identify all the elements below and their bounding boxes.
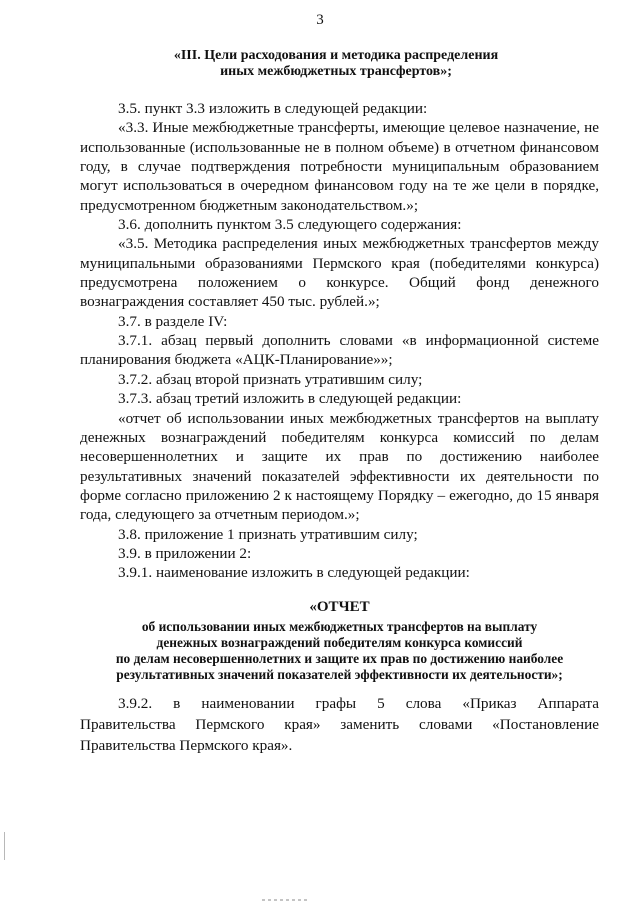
- section-heading-line: иных межбюджетных трансфертов»;: [220, 64, 452, 79]
- paragraph: «3.3. Иные межбюджетные трансферты, имеющие целевое назначение, не использованные (использованные не в полном объеме) в отчетном финансовом году, в случае подтверждения потребности муниципальным образованием могут использоваться в очередном финансовом году на те же цели в порядке, предусмотренном бюджетным законодательством.»;: [80, 119, 599, 214]
- section-heading: [80, 48, 592, 80]
- paragraph: 3.7.3. абзац третий изложить в следующей редакции:: [118, 390, 462, 408]
- paragraph: 3.5. пункт 3.3 изложить в следующей редакции:: [118, 100, 428, 117]
- scan-margin-mark: [4, 832, 5, 860]
- paragraph: 3.7.2. абзац второй признать утратившим силу;: [118, 370, 423, 388]
- report-subtitle-line: об использовании иных межбюджетных трансфертов на выплату: [141, 619, 538, 634]
- amendment-body: [80, 99, 599, 583]
- final-line: 3.9.2. в наименовании графы 5 слова «Приказ Аппарата: [118, 695, 599, 712]
- paragraph: 3.9.1. наименование изложить в следующей редакции:: [118, 564, 470, 582]
- final-line: Правительства Пермского края» заменить словами «Постановление: [80, 716, 599, 733]
- paragraph: 3.6. дополнить пунктом 3.5 следующего содержания:: [118, 216, 462, 234]
- report-title: «ОТЧЕТ: [309, 599, 370, 615]
- page-number: 3: [316, 12, 324, 28]
- paragraph: 3.7.1. абзац первый дополнить словами «в информационной системе планирования бюджета «АЦК-Планирование»»;: [80, 332, 599, 369]
- paragraph: «3.5. Методика распределения иных межбюджетных трансфертов между муниципальными образованиями Пермского края (победителями конкурса) предусмотрена положением о конкурсе. Общий фонд денежного вознаграждения составляет 450 тыс. рублей.»;: [80, 235, 599, 311]
- paragraph: «отчет об использовании иных межбюджетных трансфертов на выплату денежных вознаграждений победителям конкурса комиссий по делам несовершеннолетних и защите их прав по достижению наиболее результативных значений показателей эффективности их деятельности по форме согласно приложению 2 к настоящему Порядку – ежегодно, до 15 января года, следующего за отчетным периодом.»;: [80, 409, 599, 524]
- scan-artifact: [262, 899, 308, 901]
- paragraph: 3.9. в приложении 2:: [118, 544, 252, 562]
- final-paragraph: [80, 693, 599, 756]
- report-subtitle: [80, 619, 599, 683]
- final-line: Правительства Пермского края».: [80, 737, 293, 754]
- report-subtitle-line: денежных вознаграждений победителям конкурса комиссий: [156, 635, 523, 650]
- report-subtitle-line: результативных значений показателей эффективности их деятельности»;: [116, 667, 563, 682]
- section-heading-line: «III. Цели расходования и методика распределения: [173, 48, 499, 63]
- paragraph: 3.7. в разделе IV:: [118, 312, 228, 330]
- paragraph: 3.8. приложение 1 признать утратившим силу;: [118, 525, 418, 543]
- report-subtitle-line: по делам несовершеннолетних и защите их прав по достижению наиболее: [115, 651, 564, 666]
